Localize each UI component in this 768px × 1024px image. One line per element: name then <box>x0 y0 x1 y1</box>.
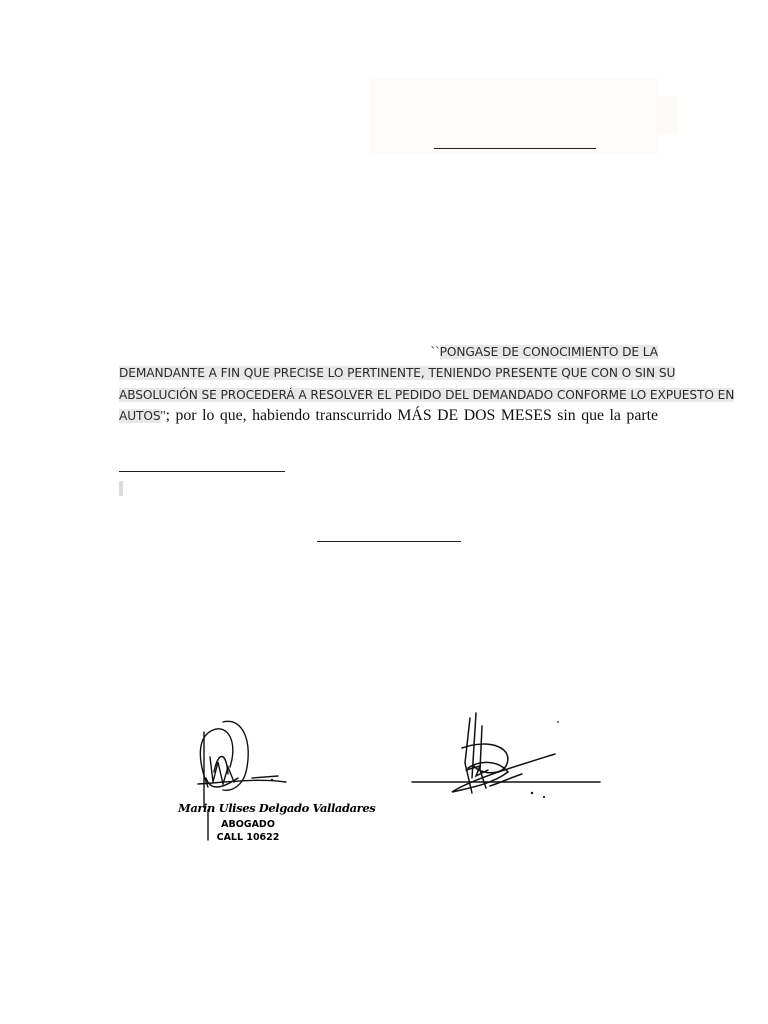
quote-line-1-text: PONGASE DE CONOCIMIENTO DE LA <box>439 345 658 359</box>
quote-line-3 <box>119 385 735 403</box>
stamp-title: ABOGADO <box>221 819 275 830</box>
open-quote: `` <box>430 345 440 360</box>
stamp-name: Marin Ulises Delgado Valladares <box>178 801 376 815</box>
center-rule <box>317 541 461 542</box>
left-signature-block <box>168 712 376 847</box>
quote-line-4-highlight: AUTOS <box>119 409 161 423</box>
body-text-line: ; por lo que, habiendo transcurrido MÁS DE DOS MESES sin que la parte <box>165 407 658 424</box>
header-box-edge <box>655 96 677 134</box>
quote-line-2-text: DEMANDANTE A FIN QUE PRECISE LO PERTINENTE, TENIENDO PRESENTE QUE CON O SIN SU <box>119 366 676 380</box>
header-box <box>371 78 659 154</box>
margin-mark <box>119 481 123 496</box>
right-signature-icon <box>410 708 605 803</box>
quote-line-4 <box>119 405 658 425</box>
close-quote: '' <box>160 409 166 424</box>
stamp-registration: CALL 10622 <box>216 832 280 843</box>
header-rule <box>434 148 596 149</box>
left-signature-icon <box>168 712 376 847</box>
quote-line-3-text: ABSOLUCIÓN SE PROCEDERÁ A RESOLVER EL PEDIDO DEL DEMANDADO CONFORME LO EXPUESTO EN <box>119 388 735 402</box>
quote-line-1 <box>430 341 658 361</box>
right-signature-block <box>410 708 605 803</box>
left-signature-rule <box>119 471 285 472</box>
quote-line-2 <box>119 364 676 382</box>
